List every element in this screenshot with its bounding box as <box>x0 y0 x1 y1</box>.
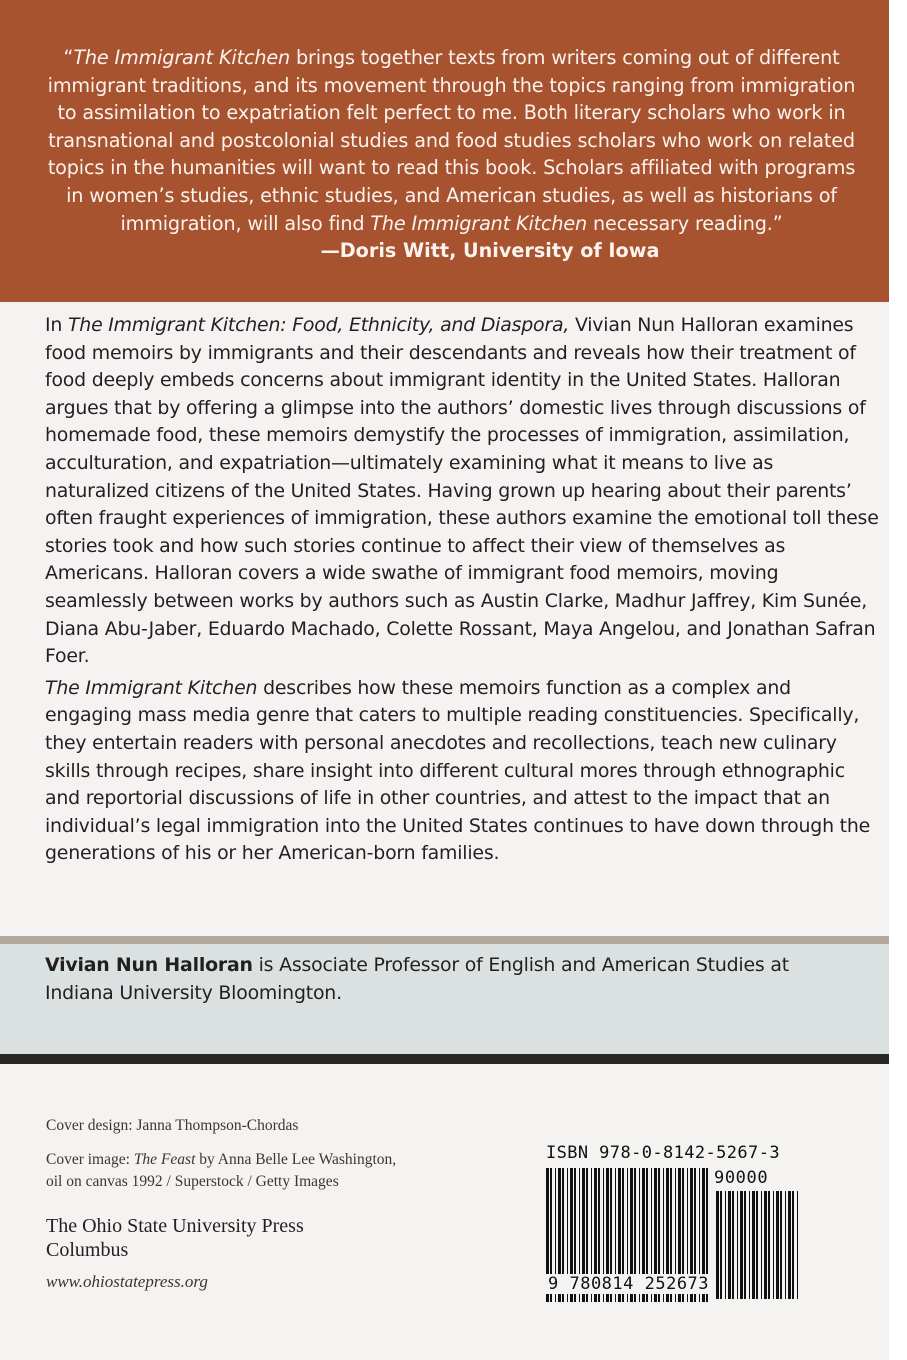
barcode-bar <box>752 1191 755 1299</box>
quote-book-title: The Immigrant Kitchen <box>73 46 291 69</box>
barcode-bar <box>749 1191 750 1299</box>
endorsement-panel <box>0 0 889 302</box>
barcode-bar <box>728 1191 731 1299</box>
barcode-bar <box>792 1191 794 1299</box>
cover-image-credit: Cover image: The Feast by Anna Belle Lee Washington, oil on canvas 1992 / Superstock / Getty Images <box>46 1151 397 1190</box>
barcode-bar <box>788 1191 791 1299</box>
publisher-city: Columbus <box>46 1239 129 1261</box>
page-edge <box>889 0 907 1360</box>
addon-barcode-icon <box>716 1191 802 1299</box>
description-paragraph-2: The Immigrant Kitchen describes how these memoirs function as a complex and engaging mass media genre that caters to multiple reading constituencies. Specifically, they entertain readers with personal anecdotes and recollections, teach new culinary skills through recipes, share insight into different cultural mores through ethnographic and reportorial discussions of life in other countries, and attest to the impact that an individual’s legal immigration into the United States continues to have down through the generations of his or her American-born families. <box>45 676 871 865</box>
ean-number: 9 780814 252673 <box>548 1274 710 1294</box>
publisher-name: The Ohio State University Press <box>46 1215 304 1237</box>
endorsement-quote: “The Immigrant Kitchen brings together texts from writers coming out of different immigrant traditions, and its movement through the topics ranging from immigration to assimilation to expatriation felt perfect to me. Both literary scholars who work in transnational and postcolonial studies and food studies scholars who work on related topics in the humanities will want to read this book. Scholars affiliated with programs in women’s studies, ethnic studies, and American studies, as well as historians of immigration, will also find The Immigrant Kitchen necessary reading.” <box>47 46 856 235</box>
cover-credits <box>46 1115 466 1193</box>
divider-rule <box>0 936 889 944</box>
book-description <box>45 312 881 872</box>
barcode-bar <box>725 1191 726 1299</box>
barcode-bar <box>740 1191 743 1299</box>
quote-book-title-2: The Immigrant Kitchen <box>370 211 588 235</box>
barcode-bar <box>785 1191 786 1299</box>
dark-divider-bar <box>0 1054 889 1064</box>
barcode-bar <box>720 1191 722 1299</box>
author-bio <box>0 944 889 1054</box>
barcode-bar <box>737 1191 738 1299</box>
isbn-number: ISBN 978-0-8142-5267-3 <box>546 1143 780 1163</box>
barcode-bar <box>732 1191 734 1299</box>
author-bio-text: is Associate Professor of English and American Studies at Indiana University Bloomington. <box>45 954 789 1004</box>
barcode-bar <box>744 1191 746 1299</box>
barcode-bar <box>761 1191 762 1299</box>
description-paragraph-1: In The Immigrant Kitchen: Food, Ethnicity, and Diaspora, Vivian Nun Halloran examines food memoirs by immigrants and their descendants and reveals how their treatment of food deeply embeds concerns about immigrant identity in the United States. Halloran argues that by offering a glimpse into the authors’ domestic lives through discussions of homemade food, these memoirs demystify the processes of immigration, assimilation, acculturation, and expatriation—ultimately examining what it means to live as naturalized citizens of the United States. Having grown up hearing about their parents’ often fraught experiences of immigration, these authors examine the emotional toll these stories took and how such stories continue to affect their view of themselves as Americans. Halloran covers a wide swathe of immigrant food memoirs, moving seamlessly between works by authors such as Austin Clarke, Madhur Jaffrey, Kim Sunée, Diana Abu-Jaber, Eduardo Machado, Colette Rossant, Maya Angelou, and Jonathan Safran Foer. <box>45 314 879 668</box>
barcode-bar <box>768 1191 770 1299</box>
endorsement-attribution: —Doris Witt, University of Iowa <box>320 239 660 263</box>
publisher-block <box>46 1214 304 1262</box>
barcode-bar <box>764 1191 767 1299</box>
barcode-bar <box>756 1191 758 1299</box>
cover-design-credit: Cover design: Janna Thompson-Chordas <box>46 1117 299 1134</box>
author-name: Vivian Nun Halloran <box>45 954 253 976</box>
publisher-url[interactable]: www.ohiostatepress.org <box>46 1272 208 1291</box>
barcode-bar <box>780 1191 782 1299</box>
barcode-bar <box>773 1191 774 1299</box>
barcode-bar <box>776 1191 779 1299</box>
barcode-bar <box>797 1191 798 1299</box>
barcode-bar <box>716 1191 719 1299</box>
isbn-barcode-block <box>546 1143 806 1303</box>
price-addon-number: 90000 <box>714 1168 769 1188</box>
